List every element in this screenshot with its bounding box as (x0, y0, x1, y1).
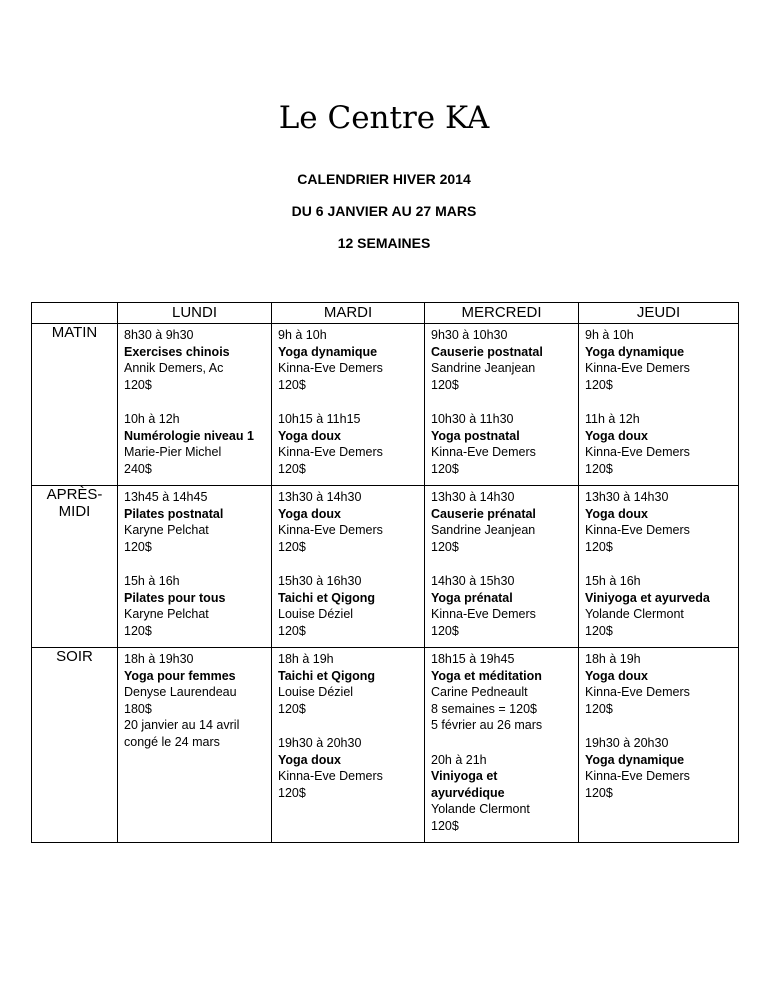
cell-soir-mercredi (425, 648, 579, 843)
class-entry: 15h30 à 16h30 Taichi et Qigong Louise Déziel 120$ (278, 574, 375, 638)
class-entry: 13h30 à 14h30 Causerie prénatal Sandrine Jeanjean 120$ (431, 490, 536, 554)
class-entry: 9h30 à 10h30 Causerie postnatal Sandrine Jeanjean 120$ (431, 328, 543, 392)
class-entry: 13h30 à 14h30 Yoga doux Kinna-Eve Demers 120$ (585, 490, 690, 554)
class-entry: 13h30 à 14h30 Yoga doux Kinna-Eve Demers 120$ (278, 490, 383, 554)
class-entry: 18h à 19h30 Yoga pour femmes Denyse Laurendeau 180$ 20 janvier au 14 avril congé le 24 mars (124, 652, 240, 749)
cell-soir-mardi (272, 648, 425, 843)
period-apres-midi: APRÈS- MIDI (32, 486, 118, 648)
cell-soir-jeudi (579, 648, 739, 843)
class-entry: 18h15 à 19h45 Yoga et méditation Carine Pedneault 8 semaines = 120$ 5 février au 26 mars (431, 652, 543, 732)
class-entry: 15h à 16h Viniyoga et ayurveda Yolande Clermont 120$ (585, 574, 710, 638)
class-entry: 15h à 16h Pilates pour tous Karyne Pelchat 120$ (124, 574, 226, 638)
class-entry: 13h45 à 14h45 Pilates postnatal Karyne Pelchat 120$ (124, 490, 224, 554)
day-header-jeudi: JEUDI (579, 303, 739, 324)
day-header-mardi: MARDI (272, 303, 425, 324)
period-soir: SOIR (32, 648, 118, 843)
class-entry: 10h30 à 11h30 Yoga postnatal Kinna-Eve Demers 120$ (431, 412, 536, 476)
class-entry: 20h à 21h Viniyoga et ayurvédique Yolande Clermont 120$ (431, 752, 530, 833)
cell-apres-midi-mardi (272, 486, 425, 648)
cell-soir-lundi (118, 648, 272, 843)
cell-matin-mercredi (425, 324, 579, 486)
class-entry: 11h à 12h Yoga doux Kinna-Eve Demers 120$ (585, 412, 690, 476)
cell-matin-lundi (118, 324, 272, 486)
cell-matin-jeudi (579, 324, 739, 486)
class-entry: 10h15 à 11h15 Yoga doux Kinna-Eve Demers 120$ (278, 412, 383, 476)
corner-cell (32, 303, 118, 324)
period-matin: MATIN (32, 324, 118, 486)
day-header-mercredi: MERCREDI (425, 303, 579, 324)
page-title: Le Centre KA (278, 100, 490, 136)
header-row (32, 303, 739, 324)
day-header-lundi: LUNDI (118, 303, 272, 324)
row-apres-midi (32, 486, 739, 648)
class-entry: 19h30 à 20h30 Yoga doux Kinna-Eve Demers 120$ (278, 736, 383, 800)
date-range: DU 6 JANVIER AU 27 MARS (291, 203, 477, 219)
cell-apres-midi-lundi (118, 486, 272, 648)
row-soir (32, 648, 739, 843)
calendar-subtitle: CALENDRIER HIVER 2014 (297, 171, 471, 187)
class-entry: 9h à 10h Yoga dynamique Kinna-Eve Demers 120$ (585, 328, 690, 392)
cell-apres-midi-jeudi (579, 486, 739, 648)
cell-apres-midi-mercredi (425, 486, 579, 648)
class-entry: 10h à 12h Numérologie niveau 1 Marie-Pier Michel 240$ (124, 412, 254, 476)
row-matin (32, 324, 739, 486)
class-entry: 18h à 19h Yoga doux Kinna-Eve Demers 120$ (585, 652, 690, 716)
class-entry: 19h30 à 20h30 Yoga dynamique Kinna-Eve Demers 120$ (585, 736, 690, 800)
class-entry: 8h30 à 9h30 Exercises chinois Annik Demers, Ac 120$ (124, 328, 230, 392)
class-entry: 14h30 à 15h30 Yoga prénatal Kinna-Eve Demers 120$ (431, 574, 536, 638)
class-entry: 18h à 19h Taichi et Qigong Louise Déziel 120$ (278, 652, 375, 716)
duration: 12 SEMAINES (337, 235, 431, 251)
schedule-table (31, 302, 739, 843)
class-entry: 9h à 10h Yoga dynamique Kinna-Eve Demers 120$ (278, 328, 383, 392)
cell-matin-mardi (272, 324, 425, 486)
